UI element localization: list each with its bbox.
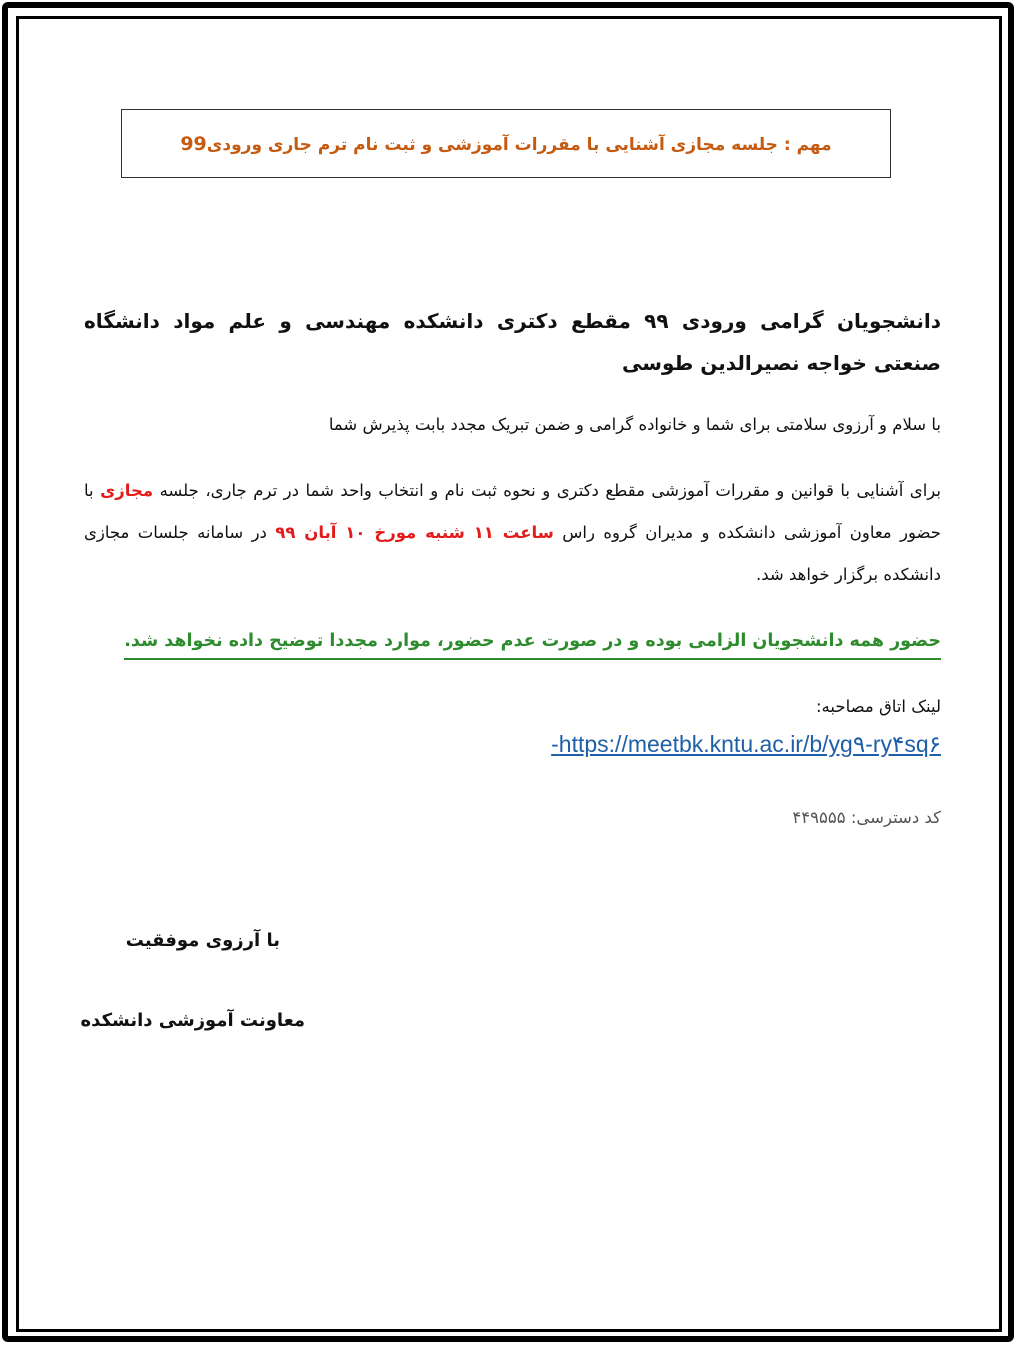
info-paragraph	[84, 470, 941, 596]
title-box	[121, 109, 891, 178]
info-text-part2: با حضور معاون آموزشی دانشکده و مدیران گروه راس	[84, 481, 942, 542]
title-text: مهم : جلسه مجازی آشنایی با مقررات آموزشی و ثبت نام ترم جاری ورودی	[206, 134, 832, 155]
letter-heading: دانشجویان گرامی ورودی ۹۹ مقطع دکتری دانشکده مهندسی و علم مواد دانشگاه صنعتی خواجه نصیرالدین طوسی	[84, 309, 941, 375]
page-title	[180, 133, 831, 155]
title-year: 99	[180, 132, 207, 155]
info-text-part3: در سامانه جلسات مجازی دانشکده برگزار خواهد شد.	[84, 523, 941, 584]
info-highlight-virtual: مجازی	[100, 481, 154, 500]
info-highlight-datetime: ساعت ۱۱ شنبه مورخ ۱۰ آبان ۹۹	[275, 523, 554, 542]
closing-wish: با آرزوی موفقیت	[125, 930, 280, 951]
access-code: کد دسترسی: ۴۴۹۵۵۵	[792, 808, 941, 827]
attendance-notice: حضور همه دانشجویان الزامی بوده و در صورت عدم حضور، موارد مجددا توضیح داده نخواهد شد.	[124, 624, 941, 660]
meeting-link-label: لینک اتاق مصاحبه:	[815, 697, 941, 716]
greeting-paragraph: با سلام و آرزوی سلامتی برای شما و خانواده گرامی و ضمن تبریک مجدد بابت پذیرش شما	[328, 415, 941, 434]
meeting-link[interactable]: https://meetbk.kntu.ac.ir/b/yg‍۹-ry۴sq۶-	[551, 731, 941, 757]
signature: معاونت آموزشی دانشکده	[80, 1010, 305, 1031]
info-text-part1: برای آشنایی با قوانین و مقررات آموزشی مقطع دکتری و نحوه ثبت نام و انتخاب واحد شما در ترم جاری، جلسه	[153, 481, 941, 500]
letter-body	[84, 300, 941, 834]
